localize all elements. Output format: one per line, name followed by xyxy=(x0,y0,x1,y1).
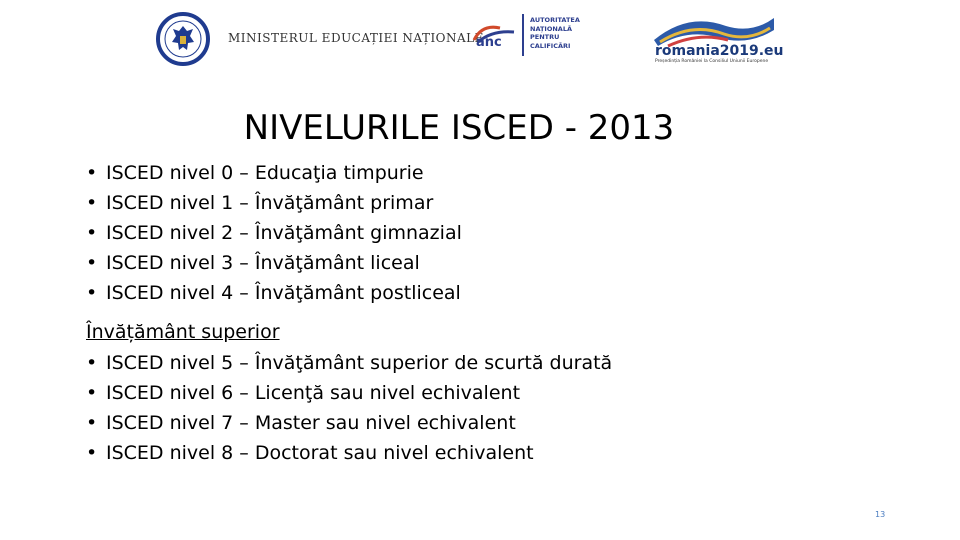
bullet: • xyxy=(86,192,98,214)
list-item xyxy=(86,188,612,218)
bullet: • xyxy=(86,382,98,404)
anc-authority-line: CALIFICĂRI xyxy=(530,41,571,50)
list-item-text: ISCED nivel 2 – Învăţământ gimnazial xyxy=(106,222,462,244)
list-item-text: ISCED nivel 8 – Doctorat sau nivel echivalent xyxy=(106,442,534,464)
section-heading: Învățământ superior xyxy=(86,321,280,343)
bullet: • xyxy=(86,222,98,244)
bullet: • xyxy=(86,412,98,434)
slide-content xyxy=(86,158,612,468)
anc-logo xyxy=(470,22,520,48)
romania2019-name: romania2019.eu xyxy=(655,43,784,59)
anc-authority-line: PENTRU xyxy=(530,33,560,41)
anc-divider xyxy=(522,14,524,56)
list-item xyxy=(86,348,612,378)
list-item-text: ISCED nivel 5 – Învăţământ superior de scurtă durată xyxy=(106,352,613,374)
logo-bar xyxy=(0,0,960,80)
page-title: NIVELURILE ISCED - 2013 xyxy=(243,107,675,148)
higher-education-list xyxy=(86,348,612,468)
list-item xyxy=(86,158,612,188)
list-item-text: ISCED nivel 7 – Master sau nivel echivalent xyxy=(106,412,516,434)
bullet: • xyxy=(86,162,98,184)
anc-logo-text: anc xyxy=(476,35,502,48)
isced-levels-list xyxy=(86,158,612,308)
list-item xyxy=(86,218,612,248)
list-item xyxy=(86,408,612,438)
list-item-text: ISCED nivel 0 – Educaţia timpurie xyxy=(106,162,424,184)
list-item-text: ISCED nivel 1 – Învăţământ primar xyxy=(106,192,434,214)
list-item xyxy=(86,278,612,308)
romania2019-subtitle: Președinția României la Consiliul Uniunii Europene xyxy=(655,59,769,64)
bullet: • xyxy=(86,442,98,464)
government-seal-icon xyxy=(154,12,212,66)
ministry-name: MINISTERUL EDUCAȚIEI NAȚIONALE xyxy=(228,31,484,45)
list-item xyxy=(86,438,612,468)
list-item-text: ISCED nivel 3 – Învăţământ liceal xyxy=(106,252,420,274)
anc-authority-name xyxy=(530,16,580,50)
bullet: • xyxy=(86,282,98,304)
anc-authority-line: AUTORITATEA xyxy=(530,16,580,24)
list-item xyxy=(86,378,612,408)
bullet: • xyxy=(86,252,98,274)
list-item-text: ISCED nivel 6 – Licenţă sau nivel echivalent xyxy=(106,382,521,404)
bullet: • xyxy=(86,352,98,374)
anc-authority-line: NAȚIONALĂ xyxy=(530,24,572,33)
page-number: 13 xyxy=(875,510,886,519)
list-item xyxy=(86,248,612,278)
list-item-text: ISCED nivel 4 – Învăţământ postliceal xyxy=(106,282,461,304)
